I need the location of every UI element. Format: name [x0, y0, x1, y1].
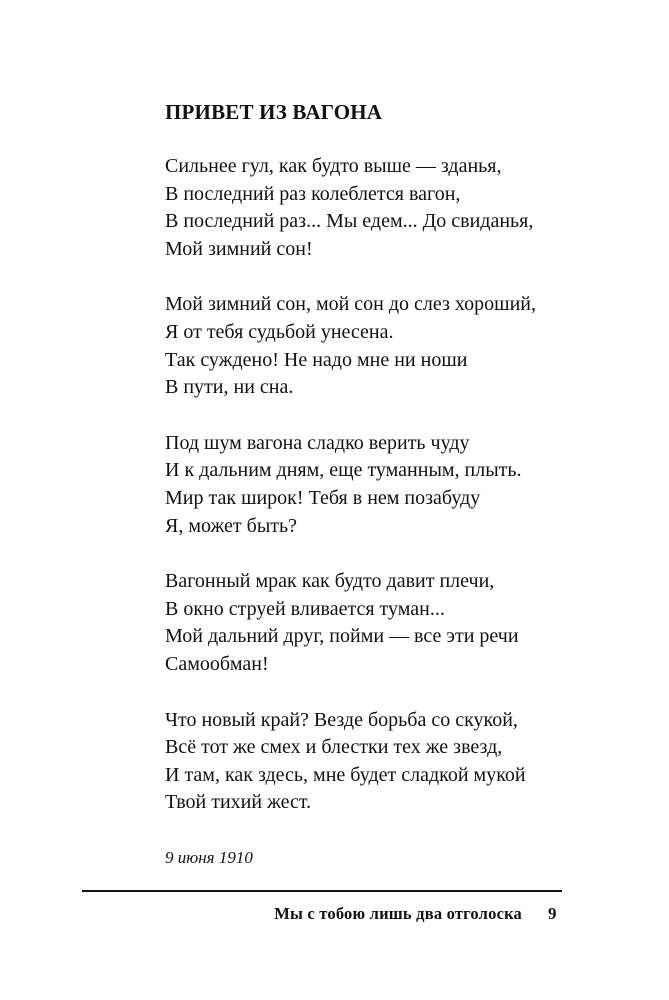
poem-line: Что новый край? Везде борьба со скукой, — [165, 708, 518, 731]
poem-line: Под шум вагона сладко верить чуду — [165, 431, 470, 454]
poem-line: Мой дальний друг, пойми — все эти речи — [165, 625, 519, 648]
poem-line: В последний раз колеблется вагон, — [165, 182, 461, 205]
stanza-1 — [165, 153, 605, 263]
stanza-3 — [165, 430, 605, 540]
poem-body — [165, 153, 605, 845]
poem-line: В окно струей вливается туман... — [165, 597, 445, 620]
poem-line: Всё тот же смех и блестки тех же звезд, — [165, 736, 503, 759]
stanza-2 — [165, 291, 605, 401]
poem-line: И там, как здесь, мне будет сладкой мукой — [165, 763, 526, 786]
poem-title: ПРИВЕТ ИЗ ВАГОНА — [165, 100, 383, 124]
stanza-4 — [165, 568, 605, 678]
stanza-5 — [165, 707, 605, 817]
poem-line: Сильнее гул, как будто выше — зданья, — [165, 155, 502, 177]
poem-line: И к дальним дням, еще туманным, плыть. — [165, 459, 522, 482]
poem-line: Так суждено! Не надо мне ни ноши — [165, 348, 468, 371]
poem-line: Мир так широк! Тебя в нем позабуду — [165, 486, 481, 509]
poem-date: 9 июня 1910 — [165, 848, 253, 867]
page-number: 9 — [548, 904, 557, 923]
footer-divider — [82, 890, 562, 892]
poem-line: В последний раз... Мы едем... До свиданья, — [165, 210, 534, 233]
running-head: Мы с тобою лишь два отголоска — [274, 904, 522, 923]
poem-line: Я от тебя судьбой унесена. — [165, 320, 394, 343]
poem-line: В пути, ни сна. — [165, 376, 294, 399]
poem-line: Твой тихий жест. — [165, 791, 312, 814]
poem-line: Мой зимний сон! — [165, 237, 313, 260]
poem-line: Мой зимний сон, мой сон до слез хороший, — [165, 293, 536, 316]
poem-line: Я, может быть? — [165, 514, 298, 537]
poem-line: Вагонный мрак как будто давит плечи, — [165, 570, 495, 593]
poem-line: Самообман! — [165, 652, 269, 675]
